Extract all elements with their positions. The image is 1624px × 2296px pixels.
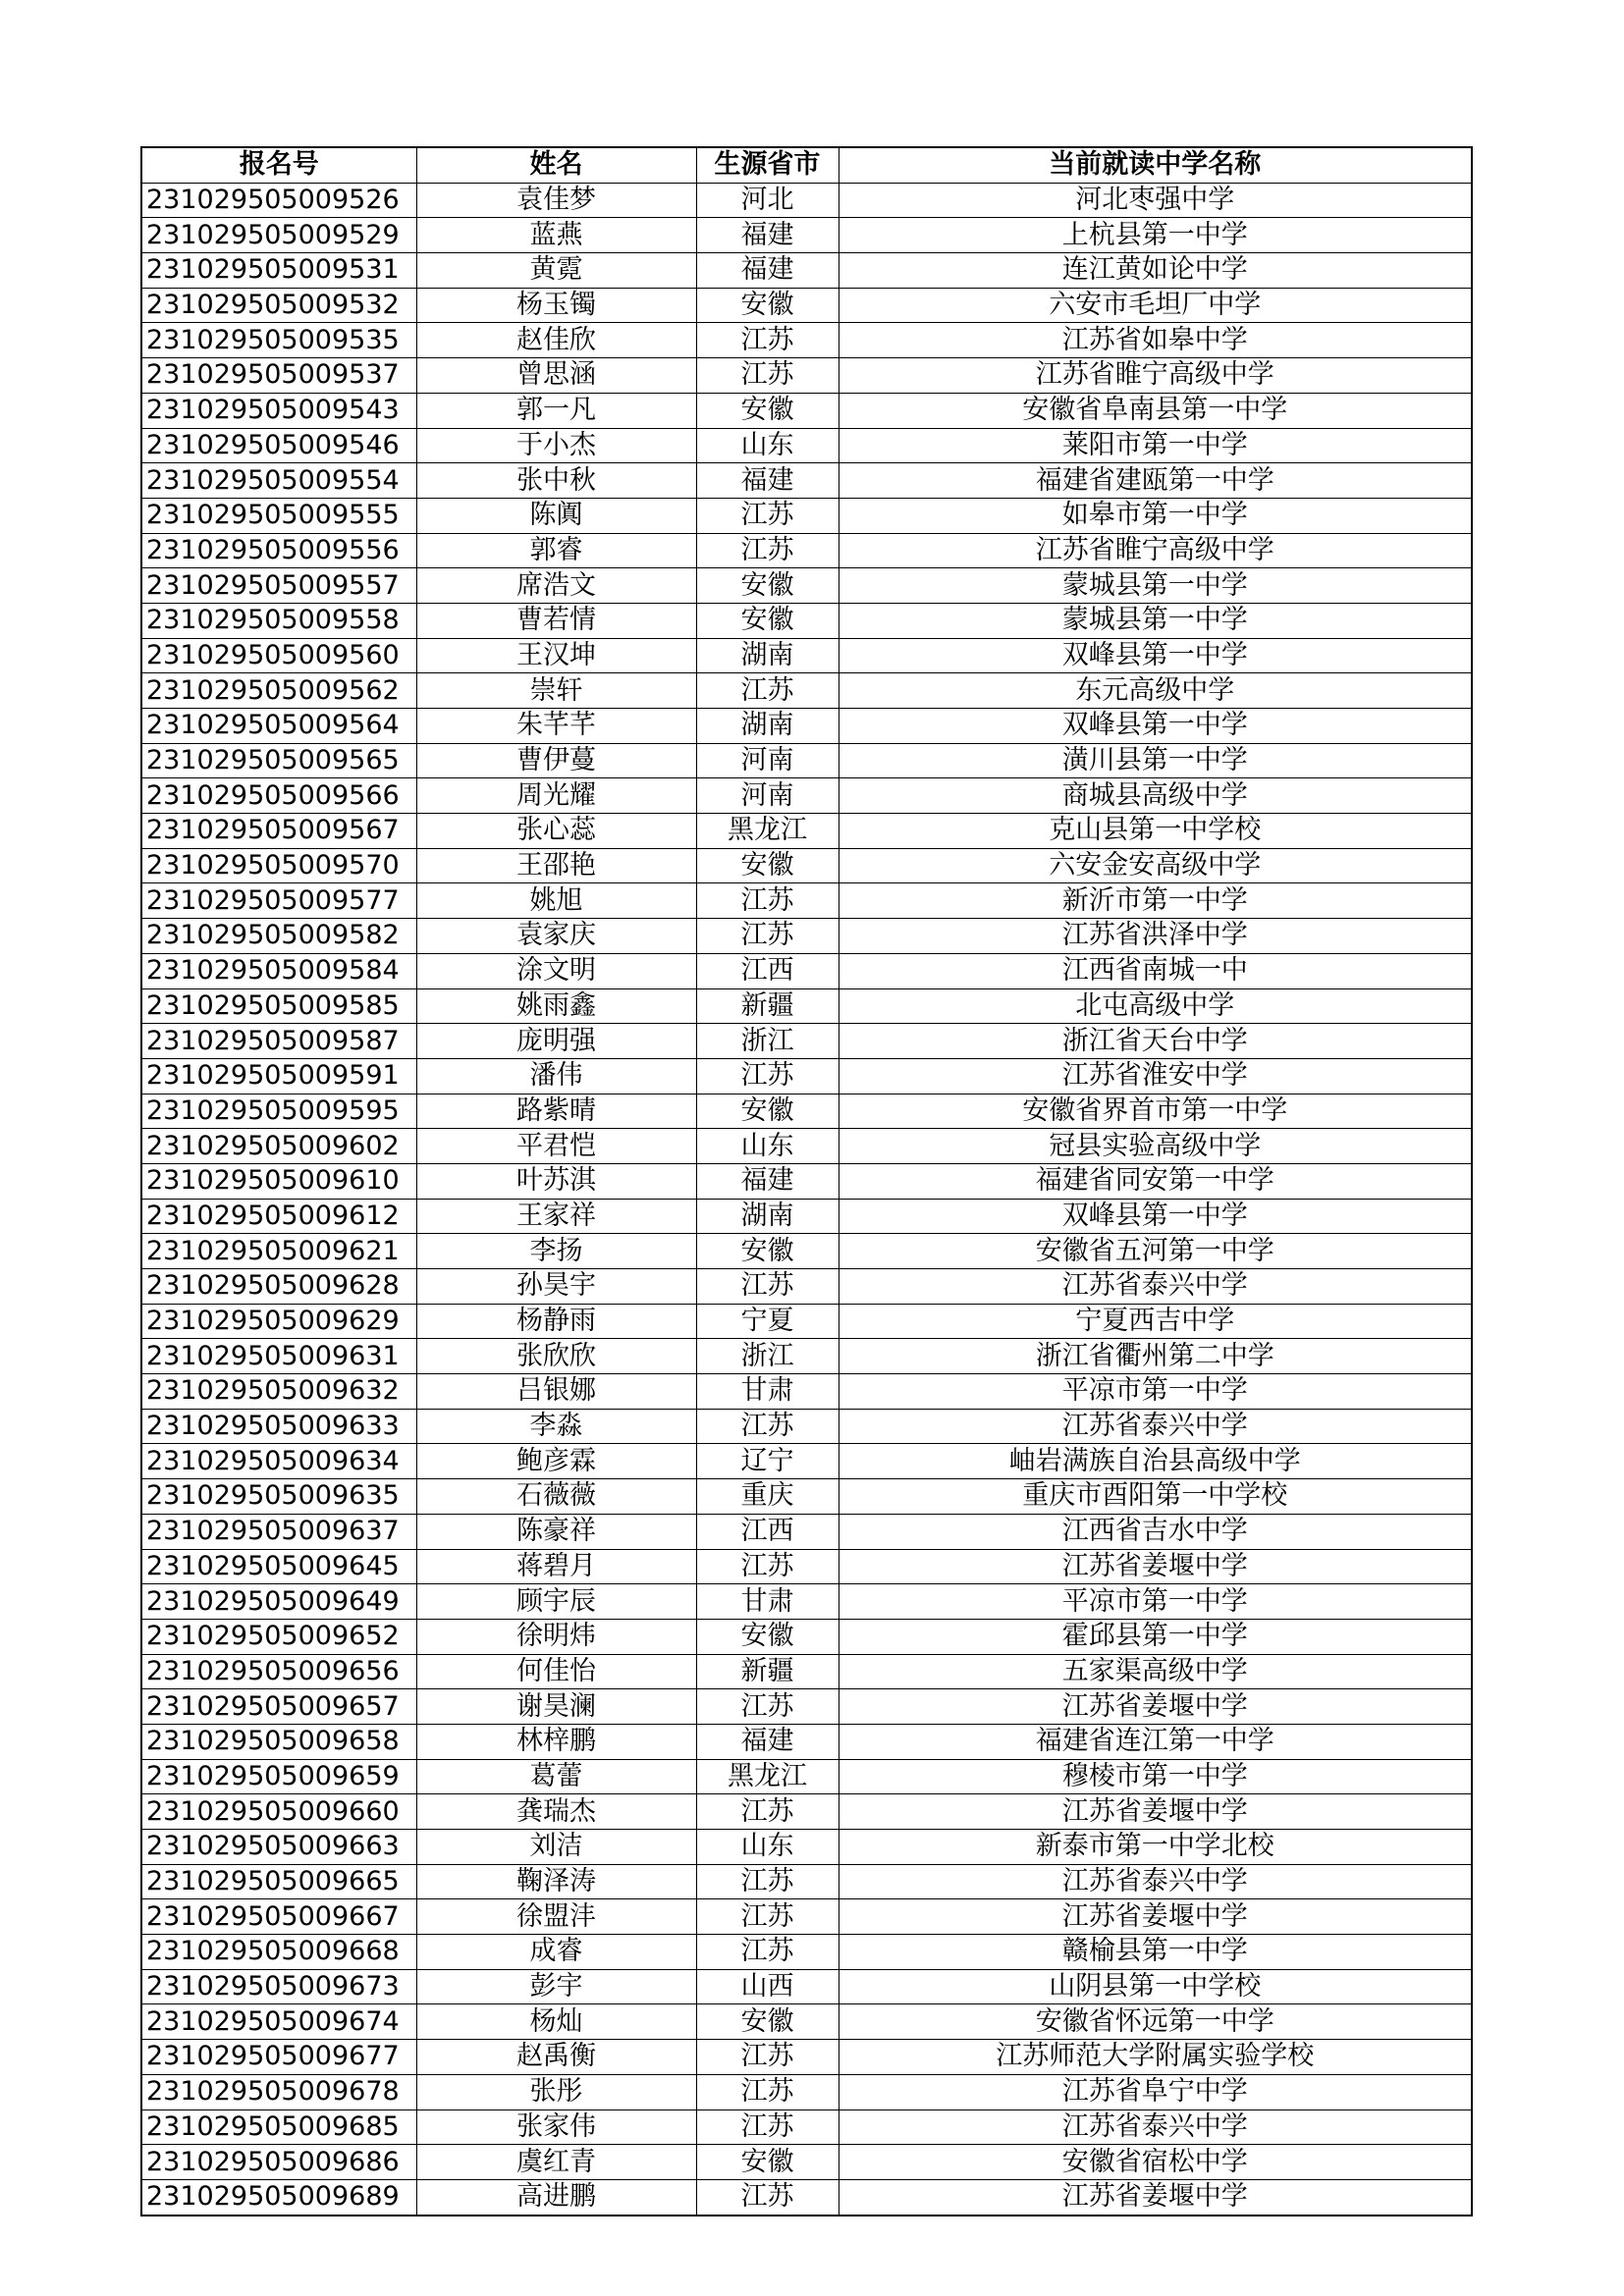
cell-current-school: 双峰县第一中学: [839, 638, 1472, 673]
cell-name: 张心蕊: [416, 814, 696, 849]
cell-origin-province: 江苏: [696, 1864, 839, 1899]
cell-registration-number: 231029505009546: [141, 428, 416, 463]
cell-current-school: 安徽省宿松中学: [839, 2145, 1472, 2180]
cell-name: 杨静雨: [416, 1304, 696, 1339]
table-row: [141, 2145, 1472, 2180]
cell-current-school: 江苏省姜堰中学: [839, 2179, 1472, 2215]
cell-name: 涂文明: [416, 953, 696, 988]
table-row: [141, 1269, 1472, 1305]
cell-registration-number: 231029505009686: [141, 2145, 416, 2180]
cell-origin-province: 江苏: [696, 673, 839, 709]
cell-origin-province: 江苏: [696, 1794, 839, 1830]
cell-name: 曹若情: [416, 603, 696, 638]
table-row: [141, 2004, 1472, 2040]
table-row: [141, 778, 1472, 814]
cell-origin-province: 江苏: [696, 498, 839, 533]
cell-name: 路紫晴: [416, 1094, 696, 1129]
cell-current-school: 安徽省怀远第一中学: [839, 2004, 1472, 2040]
table-row: [141, 1024, 1472, 1059]
cell-name: 曹伊蔓: [416, 743, 696, 778]
cell-registration-number: 231029505009531: [141, 253, 416, 289]
cell-name: 张欣欣: [416, 1339, 696, 1374]
cell-origin-province: 江苏: [696, 2074, 839, 2109]
cell-name: 蒋碧月: [416, 1549, 696, 1584]
table-row: [141, 2074, 1472, 2109]
cell-registration-number: 231029505009577: [141, 883, 416, 919]
cell-current-school: 山阴县第一中学校: [839, 1969, 1472, 2004]
cell-name: 虞红青: [416, 2145, 696, 2180]
cell-origin-province: 江苏: [696, 533, 839, 568]
cell-current-school: 江苏省姜堰中学: [839, 1794, 1472, 1830]
cell-current-school: 克山县第一中学校: [839, 814, 1472, 849]
cell-name: 蓝燕: [416, 218, 696, 253]
cell-current-school: 浙江省天台中学: [839, 1024, 1472, 1059]
table-row: [141, 1479, 1472, 1515]
table-row: [141, 2040, 1472, 2075]
cell-registration-number: 231029505009673: [141, 1969, 416, 2004]
cell-registration-number: 231029505009537: [141, 358, 416, 394]
cell-origin-province: 安徽: [696, 848, 839, 883]
cell-origin-province: 江苏: [696, 1935, 839, 1970]
cell-origin-province: 浙江: [696, 1339, 839, 1374]
cell-current-school: 蒙城县第一中学: [839, 568, 1472, 604]
header-registration-number: 报名号: [141, 147, 416, 183]
cell-origin-province: 山西: [696, 1969, 839, 2004]
table-header-row: [141, 147, 1472, 183]
cell-registration-number: 231029505009689: [141, 2179, 416, 2215]
cell-current-school: 莱阳市第一中学: [839, 428, 1472, 463]
table-row: [141, 709, 1472, 744]
cell-origin-province: 安徽: [696, 2145, 839, 2180]
cell-name: 于小杰: [416, 428, 696, 463]
cell-name: 姚雨鑫: [416, 988, 696, 1024]
table-row: [141, 1724, 1472, 1759]
cell-current-school: 五家渠高级中学: [839, 1654, 1472, 1689]
cell-registration-number: 231029505009628: [141, 1269, 416, 1305]
cell-registration-number: 231029505009657: [141, 1689, 416, 1725]
cell-registration-number: 231029505009558: [141, 603, 416, 638]
cell-name: 郭一凡: [416, 393, 696, 428]
cell-origin-province: 甘肃: [696, 1584, 839, 1620]
table-row: [141, 814, 1472, 849]
header-origin-province: 生源省市: [696, 147, 839, 183]
cell-current-school: 平凉市第一中学: [839, 1584, 1472, 1620]
cell-current-school: 双峰县第一中学: [839, 1199, 1472, 1234]
table-row: [141, 428, 1472, 463]
cell-origin-province: 浙江: [696, 1024, 839, 1059]
cell-name: 陈豪祥: [416, 1514, 696, 1549]
table-row: [141, 568, 1472, 604]
cell-origin-province: 黑龙江: [696, 1759, 839, 1794]
cell-name: 潘伟: [416, 1058, 696, 1094]
cell-registration-number: 231029505009635: [141, 1479, 416, 1515]
table-row: [141, 883, 1472, 919]
cell-current-school: 蒙城县第一中学: [839, 603, 1472, 638]
table-row: [141, 919, 1472, 954]
cell-current-school: 宁夏西吉中学: [839, 1304, 1472, 1339]
cell-origin-province: 重庆: [696, 1479, 839, 1515]
cell-origin-province: 辽宁: [696, 1444, 839, 1479]
cell-current-school: 江西省吉水中学: [839, 1514, 1472, 1549]
cell-current-school: 新泰市第一中学北校: [839, 1830, 1472, 1865]
cell-name: 李淼: [416, 1409, 696, 1444]
cell-name: 成睿: [416, 1935, 696, 1970]
cell-name: 龚瑞杰: [416, 1794, 696, 1830]
cell-current-school: 安徽省阜南县第一中学: [839, 393, 1472, 428]
table-row: [141, 1549, 1472, 1584]
cell-name: 孙昊宇: [416, 1269, 696, 1305]
cell-registration-number: 231029505009649: [141, 1584, 416, 1620]
cell-origin-province: 江苏: [696, 919, 839, 954]
cell-current-school: 平凉市第一中学: [839, 1374, 1472, 1410]
cell-origin-province: 山东: [696, 1129, 839, 1164]
table-row: [141, 1514, 1472, 1549]
cell-registration-number: 231029505009685: [141, 2109, 416, 2145]
table-row: [141, 533, 1472, 568]
cell-name: 庞明强: [416, 1024, 696, 1059]
cell-origin-province: 江苏: [696, 1899, 839, 1935]
cell-origin-province: 安徽: [696, 1234, 839, 1269]
cell-current-school: 霍邱县第一中学: [839, 1619, 1472, 1654]
table-row: [141, 1794, 1472, 1830]
cell-registration-number: 231029505009665: [141, 1864, 416, 1899]
cell-origin-province: 江西: [696, 1514, 839, 1549]
cell-registration-number: 231029505009637: [141, 1514, 416, 1549]
cell-origin-province: 河北: [696, 183, 839, 218]
cell-origin-province: 新疆: [696, 1654, 839, 1689]
cell-registration-number: 231029505009621: [141, 1234, 416, 1269]
cell-registration-number: 231029505009656: [141, 1654, 416, 1689]
table-row: [141, 253, 1472, 289]
cell-current-school: 新沂市第一中学: [839, 883, 1472, 919]
table-row: [141, 1129, 1472, 1164]
cell-origin-province: 安徽: [696, 288, 839, 323]
cell-current-school: 潢川县第一中学: [839, 743, 1472, 778]
cell-registration-number: 231029505009595: [141, 1094, 416, 1129]
cell-origin-province: 湖南: [696, 1199, 839, 1234]
cell-registration-number: 231029505009554: [141, 463, 416, 499]
cell-registration-number: 231029505009567: [141, 814, 416, 849]
cell-registration-number: 231029505009556: [141, 533, 416, 568]
cell-current-school: 江苏省睢宁高级中学: [839, 533, 1472, 568]
table-row: [141, 1899, 1472, 1935]
cell-name: 刘洁: [416, 1830, 696, 1865]
cell-origin-province: 江苏: [696, 1689, 839, 1725]
cell-registration-number: 231029505009529: [141, 218, 416, 253]
cell-current-school: 河北枣强中学: [839, 183, 1472, 218]
table-row: [141, 288, 1472, 323]
cell-name: 吕银娜: [416, 1374, 696, 1410]
table-row: [141, 1304, 1472, 1339]
cell-current-school: 安徽省五河第一中学: [839, 1234, 1472, 1269]
cell-name: 姚旭: [416, 883, 696, 919]
table-row: [141, 953, 1472, 988]
cell-registration-number: 231029505009645: [141, 1549, 416, 1584]
table-row: [141, 1163, 1472, 1199]
table-row: [141, 218, 1472, 253]
cell-registration-number: 231029505009543: [141, 393, 416, 428]
cell-name: 周光耀: [416, 778, 696, 814]
cell-origin-province: 山东: [696, 428, 839, 463]
cell-current-school: 江苏省睢宁高级中学: [839, 358, 1472, 394]
cell-name: 陈阗: [416, 498, 696, 533]
cell-current-school: 江苏省阜宁中学: [839, 2074, 1472, 2109]
cell-registration-number: 231029505009526: [141, 183, 416, 218]
table-row: [141, 1935, 1472, 1970]
cell-name: 何佳怡: [416, 1654, 696, 1689]
cell-origin-province: 江苏: [696, 1549, 839, 1584]
cell-registration-number: 231029505009582: [141, 919, 416, 954]
table-row: [141, 1689, 1472, 1725]
cell-current-school: 商城县高级中学: [839, 778, 1472, 814]
cell-origin-province: 福建: [696, 463, 839, 499]
cell-name: 叶苏淇: [416, 1163, 696, 1199]
table-row: [141, 1619, 1472, 1654]
cell-name: 黄霓: [416, 253, 696, 289]
cell-current-school: 江苏省如皋中学: [839, 323, 1472, 358]
student-table: [140, 146, 1473, 2216]
cell-registration-number: 231029505009584: [141, 953, 416, 988]
table-row: [141, 1444, 1472, 1479]
cell-name: 石薇薇: [416, 1479, 696, 1515]
cell-origin-province: 福建: [696, 253, 839, 289]
table-row: [141, 1409, 1472, 1444]
cell-origin-province: 甘肃: [696, 1374, 839, 1410]
cell-origin-province: 湖南: [696, 709, 839, 744]
cell-name: 顾宇辰: [416, 1584, 696, 1620]
cell-origin-province: 江西: [696, 953, 839, 988]
cell-registration-number: 231029505009532: [141, 288, 416, 323]
cell-name: 高进鹏: [416, 2179, 696, 2215]
cell-registration-number: 231029505009557: [141, 568, 416, 604]
cell-registration-number: 231029505009555: [141, 498, 416, 533]
cell-name: 赵佳欣: [416, 323, 696, 358]
cell-origin-province: 湖南: [696, 638, 839, 673]
cell-name: 杨玉镯: [416, 288, 696, 323]
cell-name: 王邵艳: [416, 848, 696, 883]
cell-origin-province: 安徽: [696, 1619, 839, 1654]
cell-current-school: 东元高级中学: [839, 673, 1472, 709]
cell-registration-number: 231029505009602: [141, 1129, 416, 1164]
cell-name: 谢昊澜: [416, 1689, 696, 1725]
table-row: [141, 1058, 1472, 1094]
cell-current-school: 江西省南城一中: [839, 953, 1472, 988]
cell-current-school: 江苏师范大学附属实验学校: [839, 2040, 1472, 2075]
cell-registration-number: 231029505009632: [141, 1374, 416, 1410]
cell-registration-number: 231029505009659: [141, 1759, 416, 1794]
cell-name: 鞠泽涛: [416, 1864, 696, 1899]
cell-name: 林梓鹏: [416, 1724, 696, 1759]
cell-name: 席浩文: [416, 568, 696, 604]
cell-origin-province: 江苏: [696, 883, 839, 919]
cell-origin-province: 福建: [696, 1163, 839, 1199]
cell-origin-province: 福建: [696, 218, 839, 253]
cell-registration-number: 231029505009629: [141, 1304, 416, 1339]
cell-name: 彭宇: [416, 1969, 696, 2004]
cell-registration-number: 231029505009633: [141, 1409, 416, 1444]
cell-registration-number: 231029505009535: [141, 323, 416, 358]
cell-name: 张彤: [416, 2074, 696, 2109]
cell-registration-number: 231029505009660: [141, 1794, 416, 1830]
cell-current-school: 岫岩满族自治县高级中学: [839, 1444, 1472, 1479]
cell-current-school: 江苏省泰兴中学: [839, 1864, 1472, 1899]
table-row: [141, 323, 1472, 358]
cell-current-school: 北屯高级中学: [839, 988, 1472, 1024]
table-row: [141, 988, 1472, 1024]
cell-name: 曾思涵: [416, 358, 696, 394]
table-row: [141, 1830, 1472, 1865]
cell-origin-province: 安徽: [696, 2004, 839, 2040]
cell-current-school: 连江黄如论中学: [839, 253, 1472, 289]
cell-current-school: 浙江省衢州第二中学: [839, 1339, 1472, 1374]
cell-registration-number: 231029505009663: [141, 1830, 416, 1865]
cell-origin-province: 山东: [696, 1830, 839, 1865]
cell-origin-province: 河南: [696, 743, 839, 778]
cell-current-school: 六安市毛坦厂中学: [839, 288, 1472, 323]
cell-origin-province: 江苏: [696, 323, 839, 358]
table-row: [141, 1969, 1472, 2004]
cell-name: 徐明炜: [416, 1619, 696, 1654]
cell-name: 杨灿: [416, 2004, 696, 2040]
cell-origin-province: 河南: [696, 778, 839, 814]
cell-origin-province: 江苏: [696, 1269, 839, 1305]
cell-current-school: 江苏省姜堰中学: [839, 1689, 1472, 1725]
cell-current-school: 如皋市第一中学: [839, 498, 1472, 533]
cell-current-school: 重庆市酉阳第一中学校: [839, 1479, 1472, 1515]
cell-registration-number: 231029505009631: [141, 1339, 416, 1374]
cell-registration-number: 231029505009562: [141, 673, 416, 709]
cell-current-school: 穆棱市第一中学: [839, 1759, 1472, 1794]
cell-current-school: 江苏省泰兴中学: [839, 1269, 1472, 1305]
cell-current-school: 上杭县第一中学: [839, 218, 1472, 253]
cell-current-school: 江苏省泰兴中学: [839, 2109, 1472, 2145]
cell-name: 朱芊芊: [416, 709, 696, 744]
cell-name: 王家祥: [416, 1199, 696, 1234]
cell-origin-province: 江苏: [696, 1058, 839, 1094]
cell-registration-number: 231029505009566: [141, 778, 416, 814]
table-row: [141, 1339, 1472, 1374]
cell-name: 王汉坤: [416, 638, 696, 673]
cell-registration-number: 231029505009678: [141, 2074, 416, 2109]
cell-registration-number: 231029505009610: [141, 1163, 416, 1199]
table-row: [141, 848, 1472, 883]
table-row: [141, 603, 1472, 638]
cell-name: 崇轩: [416, 673, 696, 709]
cell-origin-province: 江苏: [696, 2109, 839, 2145]
table-row: [141, 1094, 1472, 1129]
cell-registration-number: 231029505009564: [141, 709, 416, 744]
cell-name: 徐盟沣: [416, 1899, 696, 1935]
cell-registration-number: 231029505009570: [141, 848, 416, 883]
header-current-school: 当前就读中学名称: [839, 147, 1472, 183]
cell-origin-province: 江苏: [696, 358, 839, 394]
cell-origin-province: 宁夏: [696, 1304, 839, 1339]
cell-current-school: 福建省建瓯第一中学: [839, 463, 1472, 499]
cell-registration-number: 231029505009674: [141, 2004, 416, 2040]
table-body: [141, 183, 1472, 2215]
cell-origin-province: 江苏: [696, 2040, 839, 2075]
cell-name: 郭睿: [416, 533, 696, 568]
table-row: [141, 638, 1472, 673]
table-row: [141, 1759, 1472, 1794]
cell-current-school: 福建省连江第一中学: [839, 1724, 1472, 1759]
cell-current-school: 江苏省泰兴中学: [839, 1409, 1472, 1444]
table-row: [141, 2179, 1472, 2215]
table-row: [141, 1234, 1472, 1269]
cell-origin-province: 黑龙江: [696, 814, 839, 849]
cell-name: 袁佳梦: [416, 183, 696, 218]
table-row: [141, 183, 1472, 218]
table-row: [141, 2109, 1472, 2145]
cell-name: 平君恺: [416, 1129, 696, 1164]
table-row: [141, 463, 1472, 499]
table-row: [141, 358, 1472, 394]
cell-registration-number: 231029505009587: [141, 1024, 416, 1059]
table-row: [141, 1654, 1472, 1689]
cell-registration-number: 231029505009634: [141, 1444, 416, 1479]
cell-registration-number: 231029505009591: [141, 1058, 416, 1094]
cell-registration-number: 231029505009560: [141, 638, 416, 673]
table-row: [141, 673, 1472, 709]
cell-origin-province: 江苏: [696, 2179, 839, 2215]
table-row: [141, 1374, 1472, 1410]
cell-origin-province: 安徽: [696, 393, 839, 428]
cell-current-school: 江苏省姜堰中学: [839, 1549, 1472, 1584]
cell-name: 葛蕾: [416, 1759, 696, 1794]
table-row: [141, 1584, 1472, 1620]
table-row: [141, 743, 1472, 778]
cell-origin-province: 安徽: [696, 568, 839, 604]
cell-name: 李扬: [416, 1234, 696, 1269]
cell-registration-number: 231029505009652: [141, 1619, 416, 1654]
cell-origin-province: 江苏: [696, 1409, 839, 1444]
cell-current-school: 双峰县第一中学: [839, 709, 1472, 744]
cell-current-school: 安徽省界首市第一中学: [839, 1094, 1472, 1129]
cell-name: 袁家庆: [416, 919, 696, 954]
cell-registration-number: 231029505009667: [141, 1899, 416, 1935]
cell-current-school: 六安金安高级中学: [839, 848, 1472, 883]
cell-current-school: 冠县实验高级中学: [839, 1129, 1472, 1164]
cell-origin-province: 安徽: [696, 1094, 839, 1129]
cell-current-school: 江苏省淮安中学: [839, 1058, 1472, 1094]
cell-current-school: 赣榆县第一中学: [839, 1935, 1472, 1970]
cell-name: 张中秋: [416, 463, 696, 499]
cell-current-school: 江苏省姜堰中学: [839, 1899, 1472, 1935]
cell-origin-province: 福建: [696, 1724, 839, 1759]
header-name: 姓名: [416, 147, 696, 183]
cell-name: 赵禹衡: [416, 2040, 696, 2075]
cell-origin-province: 新疆: [696, 988, 839, 1024]
cell-name: 张家伟: [416, 2109, 696, 2145]
table-row: [141, 1864, 1472, 1899]
table-row: [141, 1199, 1472, 1234]
cell-registration-number: 231029505009668: [141, 1935, 416, 1970]
cell-current-school: 江苏省洪泽中学: [839, 919, 1472, 954]
cell-registration-number: 231029505009585: [141, 988, 416, 1024]
cell-origin-province: 安徽: [696, 603, 839, 638]
cell-registration-number: 231029505009612: [141, 1199, 416, 1234]
table-row: [141, 498, 1472, 533]
cell-registration-number: 231029505009565: [141, 743, 416, 778]
cell-registration-number: 231029505009658: [141, 1724, 416, 1759]
cell-registration-number: 231029505009677: [141, 2040, 416, 2075]
cell-current-school: 福建省同安第一中学: [839, 1163, 1472, 1199]
cell-name: 鲍彦霖: [416, 1444, 696, 1479]
table-row: [141, 393, 1472, 428]
